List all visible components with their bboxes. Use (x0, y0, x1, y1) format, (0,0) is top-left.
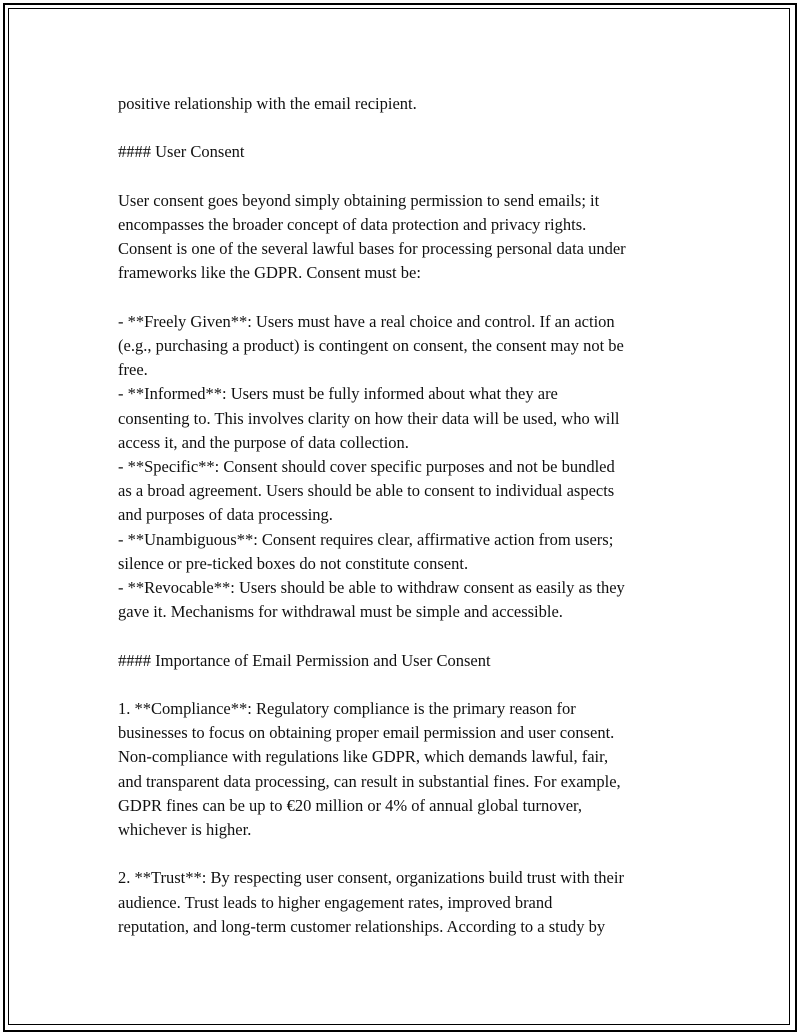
list-item: - **Revocable**: Users should be able to withdraw consent as easily as they (118, 578, 625, 598)
list-item: gave it. Mechanisms for withdrawal must be simple and accessible. (118, 602, 563, 622)
list-item: access it, and the purpose of data collection. (118, 432, 409, 452)
trust-paragraph (118, 866, 698, 939)
text-line: businesses to focus on obtaining proper email permission and user consent. (118, 723, 615, 743)
text-line: whichever is higher. (118, 820, 252, 840)
list-item: - **Informed**: Users must be fully informed about what they are (118, 384, 558, 404)
text-line: 1. **Compliance**: Regulatory compliance is the primary reason for (118, 699, 576, 718)
list-item: consenting to. This involves clarity on how their data will be used, who will (118, 408, 620, 428)
document-body (118, 92, 698, 939)
text-line: frameworks like the GDPR. Consent must be: (118, 263, 421, 283)
list-item: as a broad agreement. Users should be able to consent to individual aspects (118, 481, 615, 501)
heading-text: #### Importance of Email Permission and User Consent (118, 650, 491, 670)
text-line: and transparent data processing, can result in substantial fines. For example, (118, 771, 621, 791)
user-consent-paragraph (118, 189, 698, 286)
text-line: encompasses the broader concept of data protection and privacy rights. (118, 214, 587, 234)
text-line: audience. Trust leads to higher engagement rates, improved brand (118, 892, 553, 912)
text-line: GDPR fines can be up to €20 million or 4% of annual global turnover, (118, 795, 583, 815)
list-item: - **Unambiguous**: Consent requires clear, affirmative action from users; (118, 529, 614, 549)
list-item: (e.g., purchasing a product) is contingent on consent, the consent may not be (118, 335, 624, 355)
intro-line (118, 92, 698, 116)
list-item: free. (118, 360, 148, 380)
compliance-paragraph (118, 697, 698, 842)
list-item: - **Specific**: Consent should cover specific purposes and not be bundled (118, 457, 615, 476)
text-line: Non-compliance with regulations like GDPR, which demands lawful, fair, (118, 747, 609, 767)
section-heading-importance (118, 649, 698, 673)
list-item: - **Freely Given**: Users must have a real choice and control. If an action (118, 311, 615, 331)
text-line: positive relationship with the email recipient. (118, 94, 417, 113)
heading-text: #### User Consent (118, 142, 245, 162)
list-item: silence or pre-ticked boxes do not constitute consent. (118, 553, 469, 573)
text-line: 2. **Trust**: By respecting user consent, organizations build trust with their (118, 868, 624, 888)
text-line: Consent is one of the several lawful bases for processing personal data under (118, 239, 626, 259)
section-heading-user-consent (118, 140, 698, 164)
text-line: reputation, and long-term customer relationships. According to a study by (118, 916, 606, 936)
text-line: User consent goes beyond simply obtaining permission to send emails; it (118, 190, 600, 210)
list-item: and purposes of data processing. (118, 505, 333, 525)
consent-requirements-list (118, 310, 698, 625)
